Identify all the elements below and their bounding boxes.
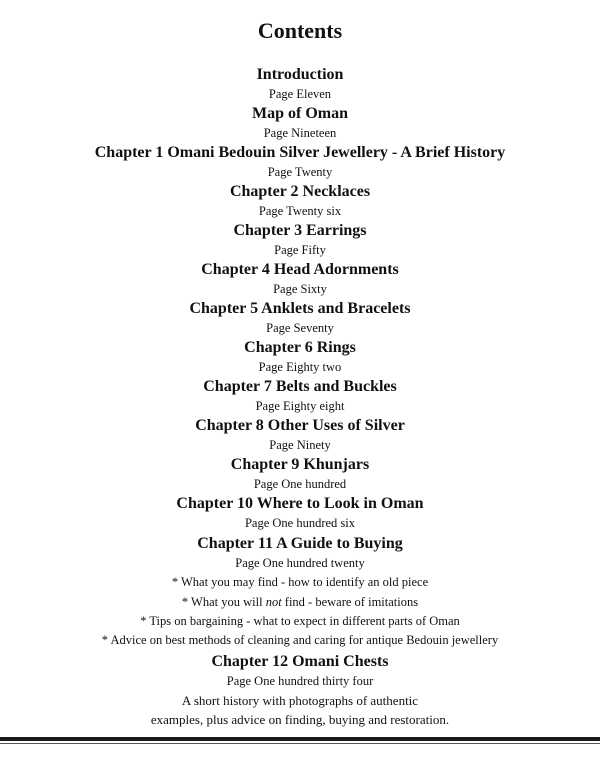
guide-note-bargaining: * Tips on bargaining - what to expect in different parts of Oman	[140, 614, 460, 628]
toc-page-chapter-1: Page Twenty	[267, 165, 333, 179]
bottom-rule	[0, 737, 600, 741]
bottom-rule-thin	[0, 743, 600, 744]
guide-note-cleaning: * Advice on best methods of cleaning and caring for antique Bedouin jewellery	[101, 633, 499, 647]
toc-page-chapter-6: Page Eighty two	[258, 360, 342, 374]
toc-entry-chapter-1: Chapter 1 Omani Bedouin Silver Jewellery - A Brief History	[94, 144, 506, 161]
guide-note-what-you-may-find: * What you may find - how to identify an old piece	[171, 575, 429, 589]
toc-entry-chapter-8: Chapter 8 Other Uses of Silver	[195, 417, 405, 434]
toc-entry-chapter-10: Chapter 10 Where to Look in Oman	[176, 495, 424, 512]
toc-page-chapter-7: Page Eighty eight	[255, 399, 345, 413]
toc-entry-chapter-11: Chapter 11 A Guide to Buying	[197, 535, 403, 552]
toc-page-map-of-oman: Page Nineteen	[263, 126, 337, 140]
toc-page-chapter-9: Page One hundred	[253, 477, 347, 491]
toc-entry-introduction: Introduction	[256, 66, 344, 83]
chapter-12-description-line-2: examples, plus advice on finding, buying and restoration.	[150, 712, 450, 727]
toc-page-introduction: Page Eleven	[268, 87, 332, 101]
toc-page-chapter-2: Page Twenty six	[258, 204, 342, 218]
guide-note-imitations-end: find - beware of imitations	[281, 595, 419, 609]
chapter-12-description-line-1: A short history with photographs of authentic	[181, 693, 419, 708]
guide-note-imitations-emphasis: not	[265, 595, 282, 609]
toc-page-chapter-10: Page One hundred six	[244, 516, 356, 530]
toc-entry-chapter-2: Chapter 2 Necklaces	[229, 183, 371, 200]
toc-page-chapter-3: Page Fifty	[274, 243, 326, 257]
toc-entry-map-of-oman: Map of Oman	[252, 105, 348, 122]
toc-entry-chapter-9: Chapter 9 Khunjars	[230, 456, 370, 473]
guide-note-imitations-start: * What you will	[181, 595, 266, 609]
toc-entry-chapter-5: Chapter 5 Anklets and Bracelets	[189, 300, 411, 317]
toc-page-chapter-12: Page One hundred thirty four	[226, 674, 374, 688]
toc-entry-chapter-4: Chapter 4 Head Adornments	[201, 261, 399, 278]
toc-page-chapter-4: Page Sixty	[273, 282, 327, 296]
page-title: Contents	[257, 18, 343, 43]
toc-entry-chapter-12: Chapter 12 Omani Chests	[211, 653, 389, 670]
toc-entry-chapter-7: Chapter 7 Belts and Buckles	[203, 378, 397, 395]
toc-entry-chapter-6: Chapter 6 Rings	[244, 339, 356, 356]
toc-page-chapter-11: Page One hundred twenty	[235, 556, 365, 570]
toc-page-chapter-5: Page Seventy	[266, 321, 334, 335]
guide-note-imitations	[0, 596, 600, 609]
toc-page-chapter-8: Page Ninety	[269, 438, 331, 452]
toc-entry-chapter-3: Chapter 3 Earrings	[233, 222, 367, 239]
